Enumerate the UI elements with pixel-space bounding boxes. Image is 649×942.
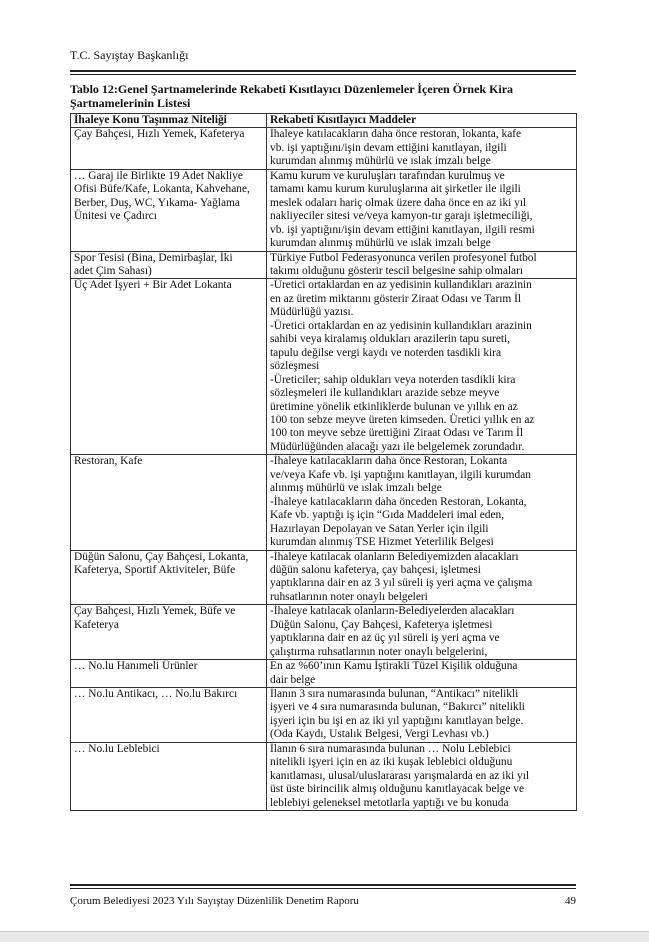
clause-line: takımı olduğunu gösterir tescil belgesine sahip olmaları — [270, 264, 524, 277]
subject-line: adet Çim Sahası) — [74, 264, 152, 277]
clause-line: işyeri ve 4 sıra numarasında bulunan, “Bakırcı” nitelikli — [270, 701, 525, 714]
clause-line: Düğün Salonu, Çay Bahçesi, Kafeterya işletmesi — [270, 618, 493, 631]
clause-line: sözleşmeleri ile kullandıkları arazide sebze meyve — [270, 387, 500, 400]
subject-cell — [71, 550, 267, 605]
clause-line: çalıştırma ruhsatlarının noter onaylı belgelerini, — [270, 645, 488, 658]
table-row — [71, 688, 577, 743]
clause-cell — [267, 688, 577, 743]
clause-line: düğün salonu kafeterya, çay bahçesi, işletmesi — [270, 563, 481, 576]
subject-cell — [71, 660, 267, 688]
header-institution: T.C. Sayıştay Başkanlığı — [70, 48, 189, 62]
subject-line: … No.lu Hanımeli Ürünler — [74, 660, 198, 673]
clause-line: İlanın 6 sıra numarasında bulunan … Nolu Leblebici — [270, 742, 511, 755]
clause-line: sahibi veya kiralamış oldukları arazilerin tapu sureti, — [270, 333, 511, 346]
subject-cell — [71, 169, 267, 251]
clause-line: nakliyeciler sitesi ve/veya kamyon-tır garajı işletmeciliği, — [270, 210, 533, 223]
clause-line: sözleşmesi — [270, 360, 320, 373]
header-divider — [70, 70, 576, 75]
table-row — [71, 605, 577, 660]
subject-line: Ünitesi ve Çadırcı — [74, 210, 157, 223]
restrictive-clauses-table — [70, 113, 577, 811]
clause-cell — [267, 455, 577, 550]
clause-line: İlanın 3 sıra numarasında bulunan, “Antikacı” nitelikli — [270, 688, 519, 701]
subject-line: Spor Tesisi (Bina, Demirbaşlar, İki — [74, 251, 233, 264]
subject-line: … Garaj ile Birlikte 19 Adet Nakliye — [74, 169, 243, 182]
clause-line: Müdürlüğü yazısı. — [270, 306, 354, 319]
clause-line: -İhaleye katılacak olanların-Belediyelerden alacakları — [270, 605, 515, 618]
clause-line: kurumdan alınmış mühürlü ve ıslak imzalı belge — [270, 155, 491, 168]
clause-line: Türkiye Futbol Federasyonunca verilen profesyonel futbol — [270, 251, 537, 264]
clause-line: -Üreticiler; sahip oldukları veya noterden tasdikli kira — [270, 373, 516, 386]
clause-line: kurumdan alınmış TSE Hizmet Yeterlilik Belgesi — [270, 536, 494, 549]
table-header-row — [71, 114, 577, 128]
clause-line: nitelikli işyeri için en az iki kuşak leblebici olduğunu — [270, 756, 513, 769]
clause-line: yaptıklarına dair en az 3 yıl süreli iş yeri açma ve çalışma — [270, 577, 533, 590]
clause-line: alınmış mühürlü ve ıslak imzalı belge — [270, 482, 442, 495]
clause-line: -İhaleye katılacakların daha önceden Restoran, Lokanta, — [270, 495, 527, 508]
clause-line: -Üretici ortaklardan en az yedisinin kullandıkları arazinin — [270, 319, 532, 332]
table-row — [71, 128, 577, 169]
subject-line: Restoran, Kafe — [74, 455, 143, 468]
subject-line: Çay Bahçesi, Hızlı Yemek, Büfe ve — [74, 605, 236, 618]
clause-line: tamamı kamu kurum kuruluşlarına ait şirketler ile ilgili — [270, 183, 521, 196]
subject-line: Çay Bahçesi, Hızlı Yemek, Kafeterya — [74, 128, 245, 141]
clause-line: dair belge — [270, 673, 316, 686]
subject-cell — [71, 605, 267, 660]
clause-line: leblebiyi geleneksel metotlarla yaptığı ve bu konuda — [270, 796, 509, 809]
clause-cell — [267, 605, 577, 660]
clause-cell — [267, 660, 577, 688]
clause-line: Hazırlayan Depolayan ve Satan Yerler için ilgili — [270, 522, 489, 535]
clause-line: üretimine yönelik etkinliklerde bulunan ve yıllık en az — [270, 400, 518, 413]
subject-line: Kafeterya — [74, 618, 119, 631]
clause-cell — [267, 128, 577, 169]
subject-line: Kafeterya, Sportif Aktiviteler, Büfe — [74, 563, 236, 576]
table-row — [71, 455, 577, 550]
subject-line: Üç Adet İşyeri + Bir Adet Lokanta — [74, 279, 232, 292]
clause-line: işyeri için bu işi en az iki yıl yaptığını kanıtlayan belge. — [270, 714, 524, 727]
table-row — [71, 550, 577, 605]
clause-line: tapulu değilse vergi kaydı ve noterden tasdikli kira — [270, 346, 502, 359]
subject-line: … No.lu Leblebici — [74, 742, 160, 755]
table-row — [71, 660, 577, 688]
clause-line: -İhaleye katılacakların daha önce Restoran, Lokanta — [270, 455, 508, 468]
subject-line: Berber, Duş, WC, Yıkama- Yağlama — [74, 196, 240, 209]
clause-line: üst üste birincilik almış olduğunu kanıtlayacak belge ve — [270, 783, 525, 796]
clause-line: vb. işi yaptığını/işin devam ettiğini kanıtlayan, ilgili resmi — [270, 223, 535, 236]
clause-line: en az üretim miktarını gösterir Ziraat Odası ve Tarım İl — [270, 292, 522, 305]
table-row — [71, 251, 577, 279]
clause-line: Kamu kurum ve kuruluşları tarafından kurulmuş ve — [270, 169, 505, 182]
clause-line: kanıtlaması, ulusal/uluslararası yarışmalarda en az iki yıl — [270, 769, 530, 782]
table-row — [71, 742, 577, 810]
table-row — [71, 279, 577, 455]
clause-line: Kafe vb. yaptığı iş için “Gıda Maddeleri imal eden, — [270, 509, 505, 522]
footer-report-title: Çorum Belediyesi 2023 Yılı Sayıştay Düzenlilik Denetim Raporu — [70, 895, 359, 907]
clause-line: (Oda Kaydı, Ustalık Belgesi, Vergi Levhası vb.) — [270, 728, 489, 741]
clause-line: ruhsatlarının noter onaylı belgeleri — [270, 590, 428, 603]
clause-line: -Üretici ortaklardan en az yedisinin kullandıkları arazinin — [270, 279, 532, 292]
subject-cell — [71, 742, 267, 810]
clause-cell — [267, 742, 577, 810]
column-header-subject: İhaleye Konu Taşınmaz Niteliği — [71, 114, 267, 128]
subject-cell — [71, 128, 267, 169]
clause-cell — [267, 169, 577, 251]
footer-divider — [70, 884, 576, 889]
page-number: 49 — [565, 895, 576, 907]
column-header-clauses: Rekabeti Kısıtlayıcı Maddeler — [267, 114, 577, 128]
subject-line: Düğün Salonu, Çay Bahçesi, Lokanta, — [74, 550, 249, 563]
clause-line: En az %60’ının Kamu İştirakli Tüzel Kişilik olduğuna — [270, 660, 518, 673]
bottom-edge — [0, 931, 649, 942]
clause-cell — [267, 251, 577, 279]
clause-cell — [267, 279, 577, 455]
table-title-line: Tablo 12:Genel Şartnamelerinde Rekabeti Kısıtlayıcı Düzenlemeler İçeren Örnek Kira — [70, 82, 514, 96]
table-title-line: Şartnamelerinin Listesi — [70, 96, 191, 110]
clause-line: -İhaleye katılacak olanların Belediyemizden alacakları — [270, 550, 519, 563]
clause-cell — [267, 550, 577, 605]
subject-cell — [71, 279, 267, 455]
clause-line: meslek odaları hariç olmak üzere daha önce en az iki yıl — [270, 196, 527, 209]
clause-line: Müdürlüğünden alacağı yazı ile belgelemek zorundadır. — [270, 440, 525, 453]
subject-cell — [71, 455, 267, 550]
clause-line: 100 ton sebze meyve üreten kimseden. Üretici yıllık en az — [270, 413, 535, 426]
clause-line: İhaleye katılacakların daha önce restoran, lokanta, kafe — [270, 128, 522, 141]
clause-line: yaptıklarına dair en az üç yıl süreli iş yeri açma ve — [270, 632, 500, 645]
clause-line: vb. işi yaptığını/işin devam ettiğini kanıtlayan, ilgili — [270, 141, 507, 154]
table-title — [70, 82, 576, 110]
subject-line: … No.lu Antikacı, … No.lu Bakırcı — [74, 688, 238, 701]
table-row — [71, 169, 577, 251]
subject-cell — [71, 688, 267, 743]
subject-cell — [71, 251, 267, 279]
clause-line: 100 ton meyve sebze ürettiğini Ziraat Odası ve Tarım İl — [270, 427, 523, 440]
subject-line: Ofisi Büfe/Kafe, Lokanta, Kahvehane, — [74, 183, 250, 196]
clause-line: kurumdan alınmış mühürlü ve ıslak imzalı belge — [270, 237, 491, 250]
clause-line: ve/veya Kafe vb. işi yaptığını kanıtlayan, ilgili kurumdan — [270, 468, 531, 481]
